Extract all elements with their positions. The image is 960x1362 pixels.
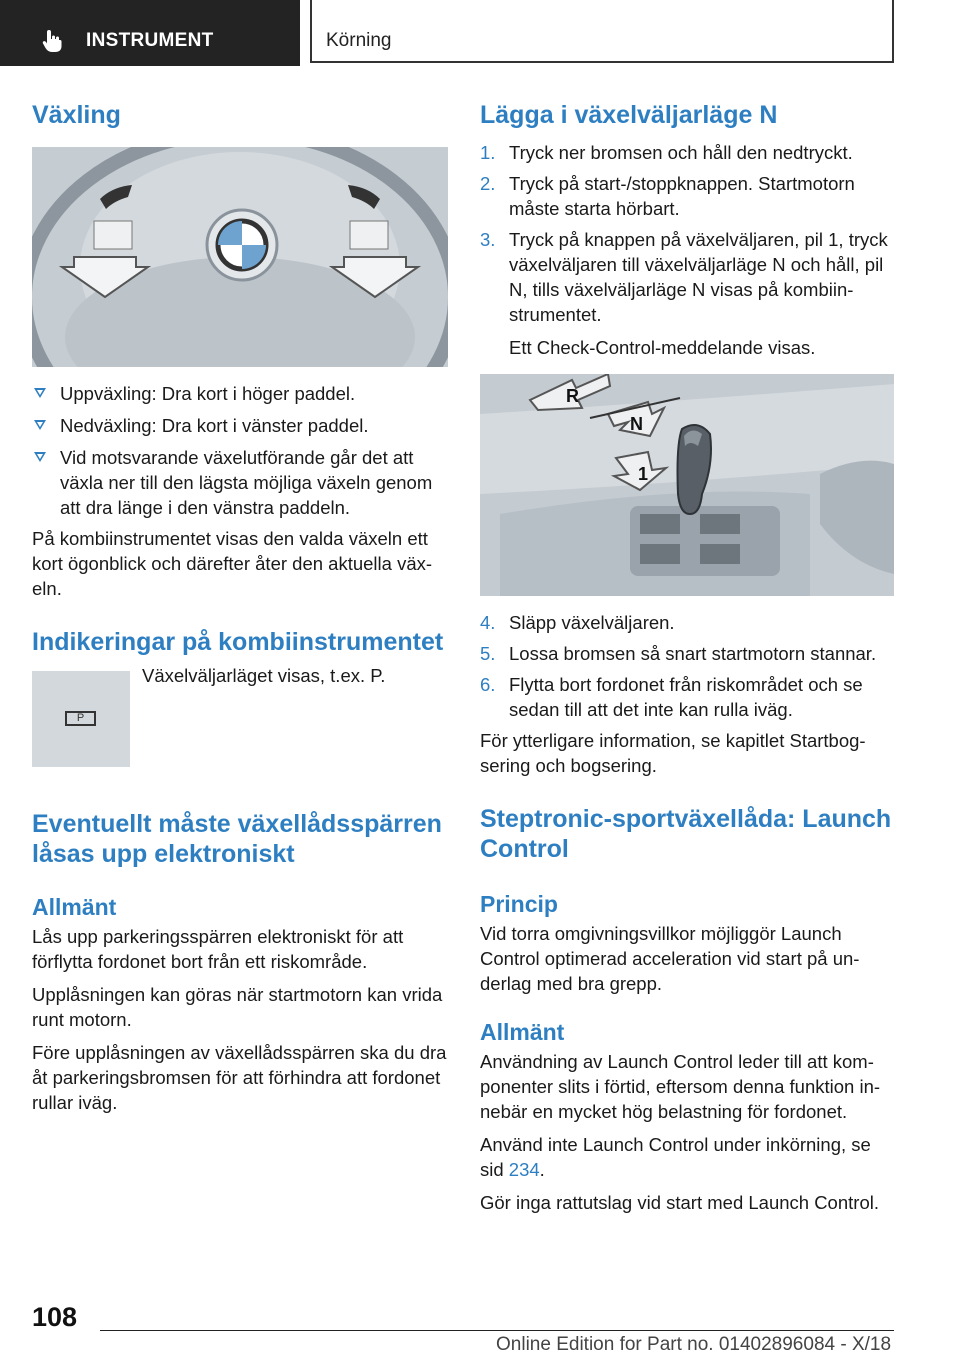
page-reference-link[interactable]: 234 xyxy=(508,1159,540,1180)
step-item xyxy=(480,227,896,327)
general-paragraph-2-text: Använd inte Launch Control under inkörning, se sid xyxy=(480,1134,871,1180)
step-number: 4. xyxy=(480,612,496,633)
list-item-text: Uppväxling: Dra kort i höger paddel. xyxy=(60,383,356,404)
step-item xyxy=(480,672,896,722)
step-text: Tryck ner bromsen och håll den nedtryckt. xyxy=(509,142,853,163)
gear-indicator-box xyxy=(65,711,96,726)
step-item xyxy=(480,610,896,635)
heading-indicators: Indikeringar på kombiinstrumentet xyxy=(32,628,444,656)
step-item xyxy=(480,171,896,221)
gear-lever-illustration xyxy=(480,374,894,596)
general-paragraph-1: Användning av Launch Control leder till att komponenter slits i förtid, eftersom denna funktion innebär en mycket hög belastning för fordonet. xyxy=(480,1051,881,1122)
list-item xyxy=(32,381,448,406)
step-number: 3. xyxy=(480,229,496,250)
hand-pointer-icon xyxy=(40,28,66,54)
step-number: 2. xyxy=(480,173,496,194)
step-number: 6. xyxy=(480,674,496,695)
step-text: Tryck på knappen på växelväljaren, pil 1, tryck växelväljaren till växelväljarläge N och håll, pil N, tills växelväljarläge N visas på kombiinstrumentet. xyxy=(509,229,888,325)
page-number: 108 xyxy=(32,1302,78,1332)
neutral-steps-list xyxy=(480,140,896,327)
step-text: Flytta bort fordonet från riskområdet och se sedan till att det inte kan rulla iväg. xyxy=(509,674,863,720)
chapter-title: Körning xyxy=(326,30,392,51)
left-column xyxy=(32,100,448,1115)
section-tab xyxy=(0,0,300,66)
principle-paragraph: Vid torra omgivningsvillkor möjliggör Launch Control optimerad acceleration vid start på underlag med bra grepp. xyxy=(480,923,860,994)
unlock-paragraph-3: Före upplåsningen av växellådsspärren ska du dra åt parkeringsbromsen för att förhindra att fordonet rullar iväg. xyxy=(32,1042,447,1113)
unlock-paragraph-1: Lås upp parkeringsspärren elektroniskt för att förflytta fordonet bort från ett riskområde. xyxy=(32,926,404,972)
chapter-tab xyxy=(310,0,894,63)
right-column xyxy=(480,100,896,1215)
subheading-general: Allmänt xyxy=(480,1019,565,1045)
triangle-bullet-icon xyxy=(34,388,46,398)
lever-label-1: 1 xyxy=(638,464,649,484)
triangle-bullet-icon xyxy=(34,452,46,462)
shift-paragraph: På kombiinstrumentet visas den valda växeln ett kort ögonblick och därefter åter den aktuella växeln. xyxy=(32,528,433,599)
gear-lever-graphic xyxy=(480,374,894,596)
unlock-paragraph-2: Upplåsningen kan göras när startmotorn kan vrida runt motorn. xyxy=(32,984,443,1030)
step-item xyxy=(480,140,896,165)
step-number: 5. xyxy=(480,643,496,664)
step-text: Släpp växelväljaren. xyxy=(509,612,675,633)
step-number: 1. xyxy=(480,142,496,163)
general-paragraph-2 xyxy=(480,1132,896,1182)
edition-text: Online Edition for Part no. 01402896084 - X/18 xyxy=(496,1334,892,1355)
heading-neutral: Lägga i växelväljarläge N xyxy=(480,101,778,129)
step-text: Lossa bromsen så snart startmotorn stannar. xyxy=(509,643,877,664)
lever-label-r: R xyxy=(566,386,579,406)
indicator-block xyxy=(32,665,448,781)
general-paragraph-3: Gör inga rattutslag vid start med Launch Control. xyxy=(480,1192,879,1213)
heading-shift: Växling xyxy=(32,101,121,129)
list-item-text: Vid motsvarande växelutförande går det att växla ner till den lägsta möjliga växeln genom att dra länge i den vänstra paddeln. xyxy=(60,447,433,518)
steering-wheel-illustration xyxy=(32,147,448,367)
neutral-steps-list-continued xyxy=(480,610,896,722)
gear-indicator-letter: P xyxy=(76,712,85,724)
gear-indicator-display xyxy=(32,671,130,767)
page-header xyxy=(0,0,960,66)
list-item xyxy=(32,445,448,520)
heading-launch-control: Steptronic-sportväxellåda: Launch Control xyxy=(480,805,892,863)
step-text: Tryck på start-/stoppknappen. Startmotorn måste starta hörbart. xyxy=(509,173,855,219)
shift-bullet-list xyxy=(32,381,448,520)
general-paragraph-2-end: . xyxy=(539,1159,545,1180)
list-item xyxy=(32,413,448,438)
footer-divider xyxy=(100,1330,894,1331)
list-item-text: Nedväxling: Dra kort i vänster paddel. xyxy=(60,415,369,436)
step-item xyxy=(480,641,896,666)
heading-unlock: Eventuellt måste växellådsspärren låsas upp elektroniskt xyxy=(32,810,442,868)
more-info-paragraph: För ytterligare information, se kapitlet Startbogsering och bogsering. xyxy=(480,730,866,776)
steering-wheel-graphic xyxy=(32,147,448,367)
subheading-general: Allmänt xyxy=(32,894,117,920)
triangle-bullet-icon xyxy=(34,420,46,430)
section-title: INSTRUMENT xyxy=(86,30,214,51)
step3-note: Ett Check-Control-meddelande visas. xyxy=(509,337,816,358)
indicator-text: Växelväljarläget visas, t.ex. P. xyxy=(142,665,386,686)
subheading-principle: Princip xyxy=(480,891,558,917)
lever-label-n: N xyxy=(630,414,643,434)
